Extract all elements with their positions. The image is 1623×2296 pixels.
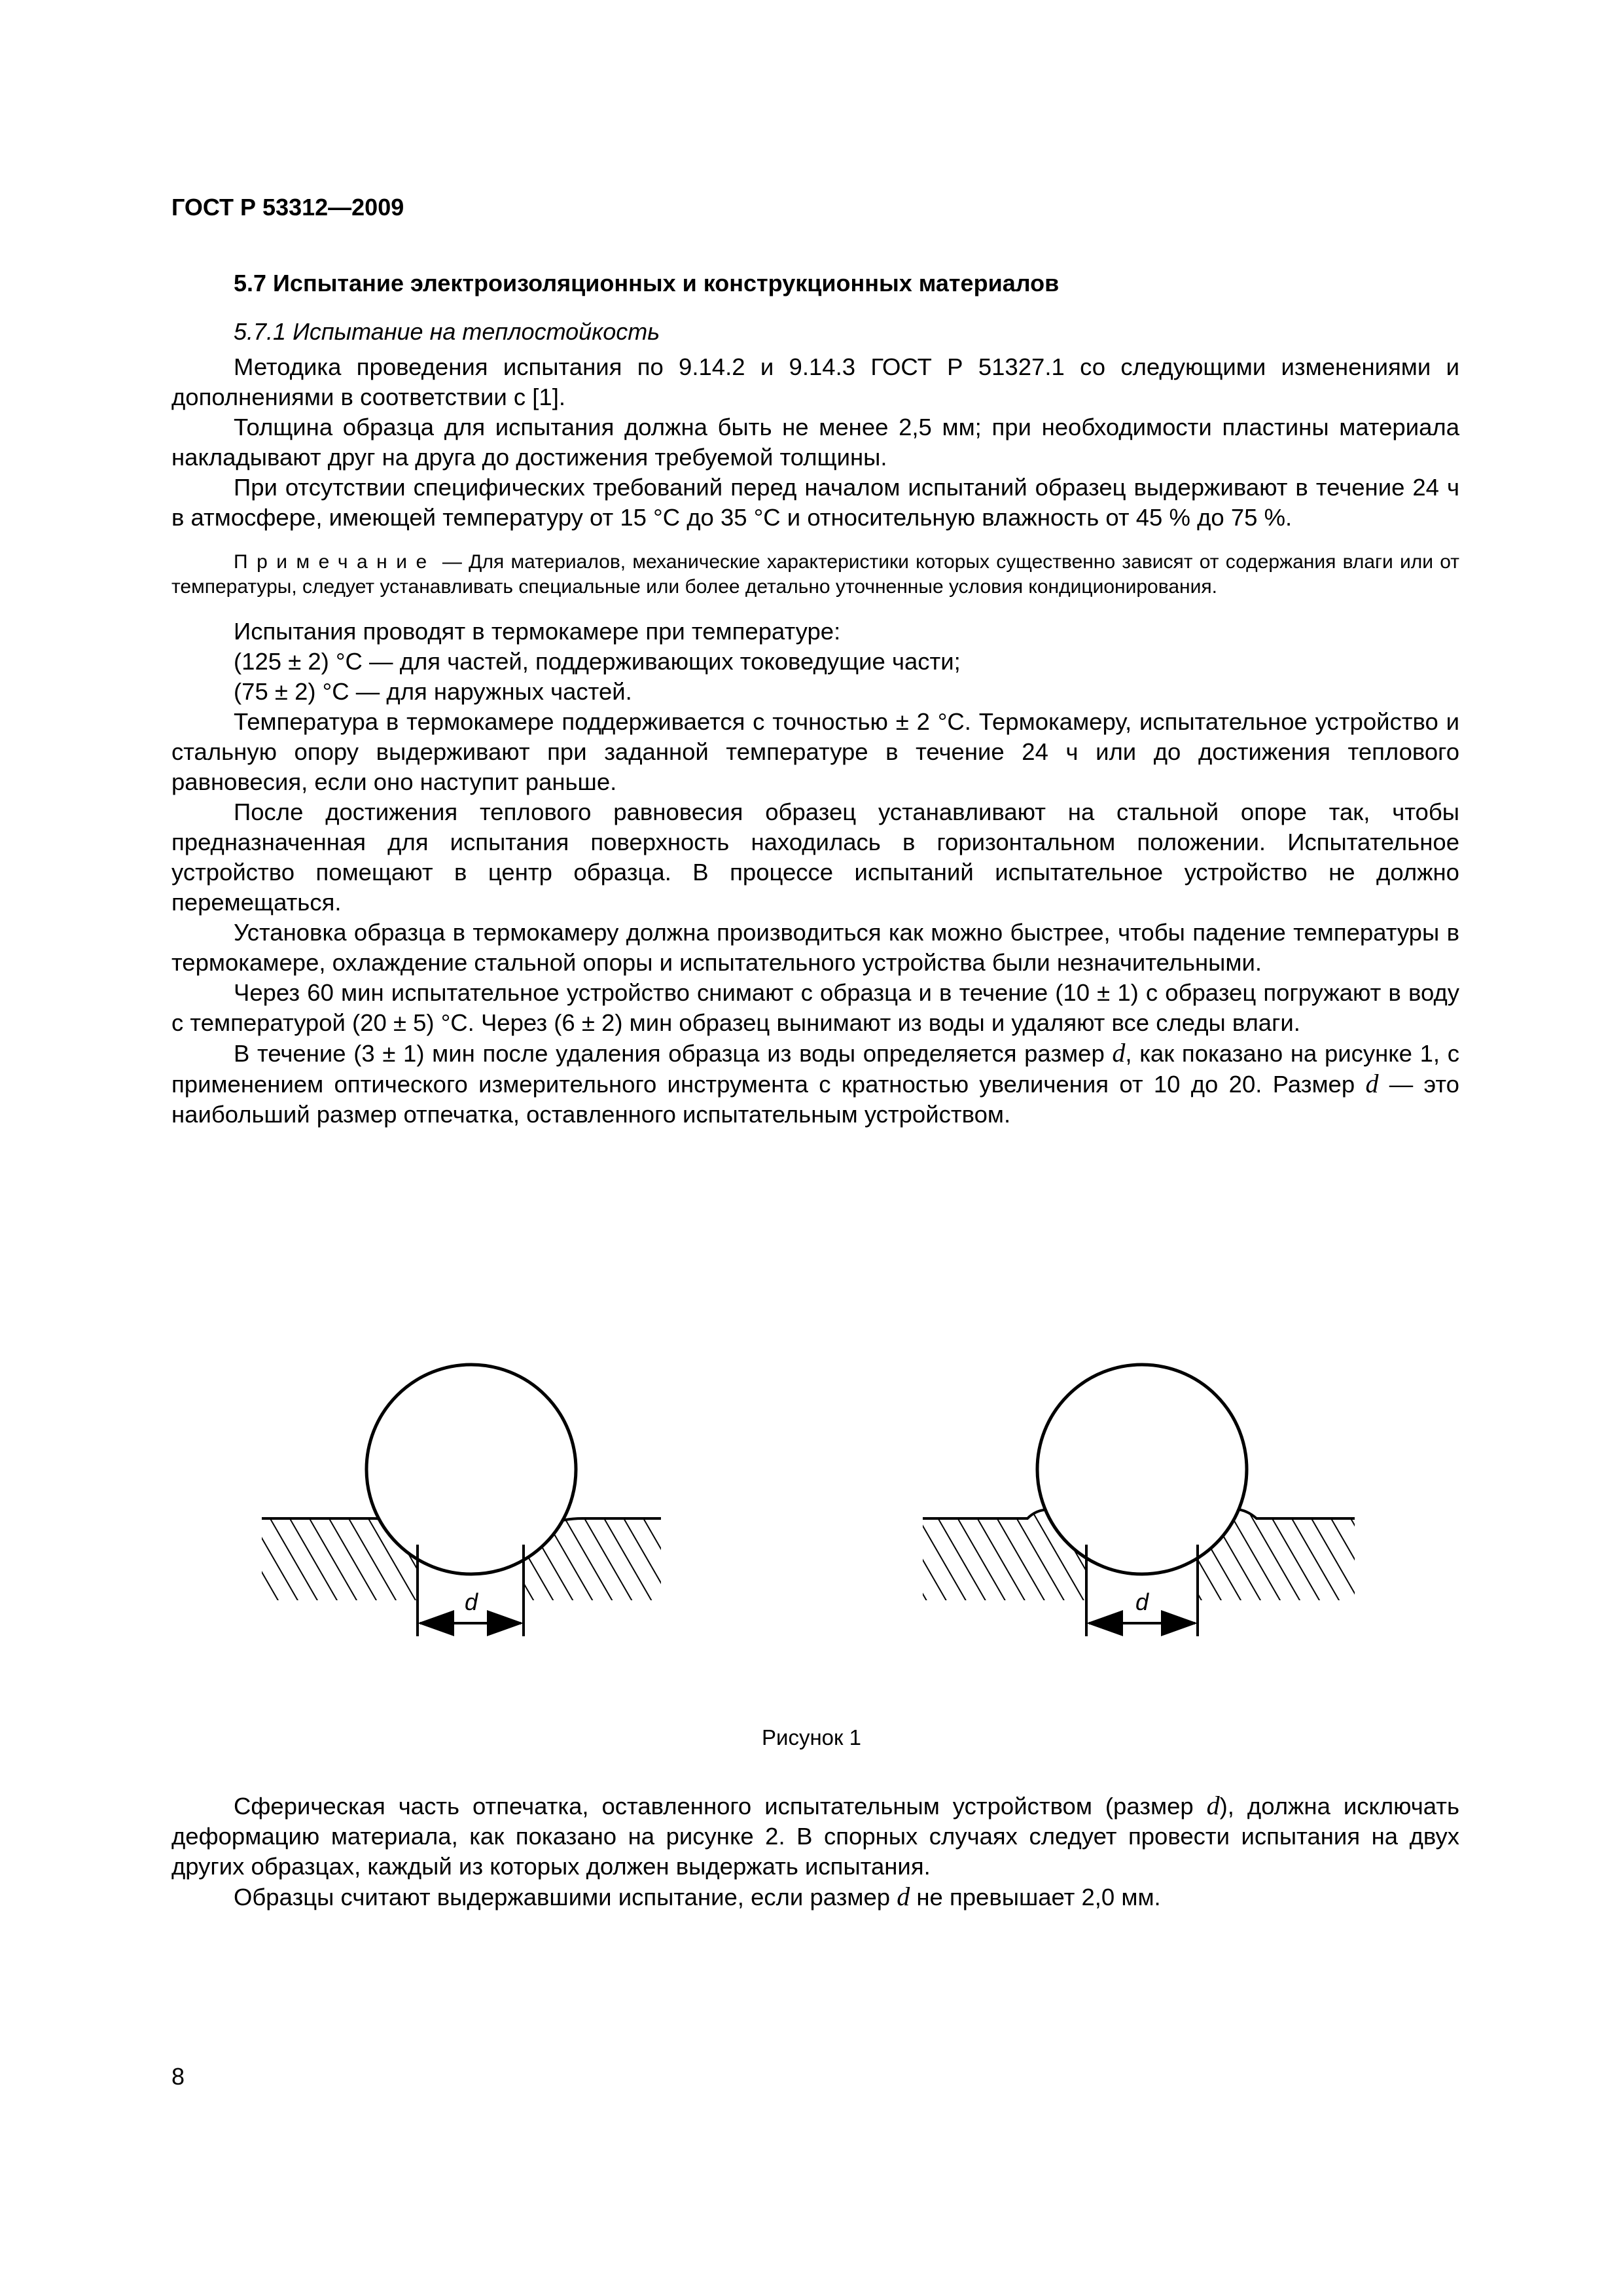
paragraph-thickness: Толщина образца для испытания должна быть не менее 2,5 мм; при необходимости пластины материала накладывают друг на друга до достижения требуемой толщины. xyxy=(171,414,1459,471)
spherical-text-2: ), должна исключать деформацию материала, как показано на рисунке 2. В спорных случаях следует провести испытания на двух других образцах, каждый из которых должен выдержать испытания. xyxy=(171,1793,1459,1880)
subsection-heading: 5.7.1 Испытание на теплостойкость xyxy=(234,318,660,345)
paragraph-conditioning: При отсутствии специфических требований перед началом испытаний образец выдерживают в течение 24 ч в атмосфере, имеющей температуру от 15 °С до 35 °С и относительную влажность от 45 % до 75 %. xyxy=(171,474,1459,531)
paragraph-temp-live-parts: (125 ± 2) °С — для частей, поддерживающих токоведущие части; xyxy=(234,648,961,675)
figure-1 xyxy=(242,1335,1368,1689)
paragraph-cooling: Через 60 мин испытательное устройство снимают с образца и в течение (10 ± 1) с образец погружают в воду с температурой (20 ± 5) °С. Через (6 ± 2) мин образец вынимают из воды и удаляют все следы влаги. xyxy=(171,979,1459,1036)
paragraph-chamber: Испытания проводят в термокамере при температуре: xyxy=(234,618,841,645)
section-heading: 5.7 Испытание электроизоляционных и конструкционных материалов xyxy=(234,270,1060,296)
acceptance-text-1: Образцы считают выдержавшими испытание, если размер xyxy=(234,1884,897,1910)
measurement-text-3: — это наибольший размер отпечатка, оставленного испытательным устройством. xyxy=(171,1071,1459,1128)
left-dimension-label: d xyxy=(464,1588,478,1615)
paragraph-spherical-part xyxy=(171,1791,1459,1882)
left-test-ball xyxy=(366,1365,576,1574)
variable-d: d xyxy=(1365,1069,1379,1098)
right-dimension-label: d xyxy=(1135,1588,1149,1615)
paragraph-method: Методика проведения испытания по 9.14.2 и 9.14.3 ГОСТ Р 51327.1 со следующими изменениями и дополнениями в соответствии с [1]. xyxy=(171,353,1459,410)
right-test-ball xyxy=(1037,1365,1247,1574)
paragraph-equilibrium: После достижения теплового равновесия образец устанавливают на стальной опоре так, чтобы предназначенная для испытания поверхность находилась в горизонтальном положении. Испытательное устройство помещают в центр образца. В процессе испытаний испытательное устройство не должно перемещаться. xyxy=(171,798,1459,916)
body-text xyxy=(171,352,1459,1130)
paragraph-temp-external-parts: (75 ± 2) °С — для наружных частей. xyxy=(234,678,632,705)
page-number: 8 xyxy=(171,2063,185,2090)
left-indentation-diagram xyxy=(262,1365,661,1636)
right-indentation-diagram xyxy=(923,1365,1355,1636)
figure-1-drawing xyxy=(242,1335,1368,1689)
paragraph-accuracy: Температура в термокамере поддерживается с точностью ± 2 °С. Термокамеру, испытательное устройство и стальную опору выдерживают при заданной температуре в течение 24 ч или до достижения теплового равновесия, если оно наступит раньше. xyxy=(171,708,1459,795)
measurement-text-1: В течение (3 ± 1) мин после удаления образца из воды определяется размер xyxy=(234,1040,1113,1067)
spherical-text-1: Сферическая часть отпечатка, оставленного испытательным устройством (размер xyxy=(234,1793,1207,1820)
paragraph-acceptance xyxy=(171,1882,1459,1912)
note-text: — Для материалов, механические характеристики которых существенно зависят от содержания влаги или от температуры, следует устанавливать специальные или более детально уточненные условия кондиционирования. xyxy=(171,551,1459,598)
variable-d: d xyxy=(1112,1038,1126,1067)
variable-d: d xyxy=(1206,1791,1220,1820)
note xyxy=(171,550,1459,600)
note-label: Примечание xyxy=(234,551,436,573)
variable-d: d xyxy=(897,1882,910,1911)
figure-caption: Рисунок 1 xyxy=(762,1725,861,1749)
paragraph-installation: Установка образца в термокамеру должна производиться как можно быстрее, чтобы падение температуры в термокамере, охлаждение стальной опоры и испытательного устройства были незначительными. xyxy=(171,919,1459,976)
body-text-after-figure xyxy=(171,1791,1459,1912)
document-code-header: ГОСТ Р 53312—2009 xyxy=(171,194,404,221)
acceptance-text-2: не превышает 2,0 мм. xyxy=(910,1884,1161,1910)
paragraph-measurement xyxy=(171,1038,1459,1130)
measurement-text-2: , как показано на рисунке 1, с применением оптического измерительного инструмента с кратностью увеличения от 10 до 20. Размер xyxy=(171,1040,1459,1098)
